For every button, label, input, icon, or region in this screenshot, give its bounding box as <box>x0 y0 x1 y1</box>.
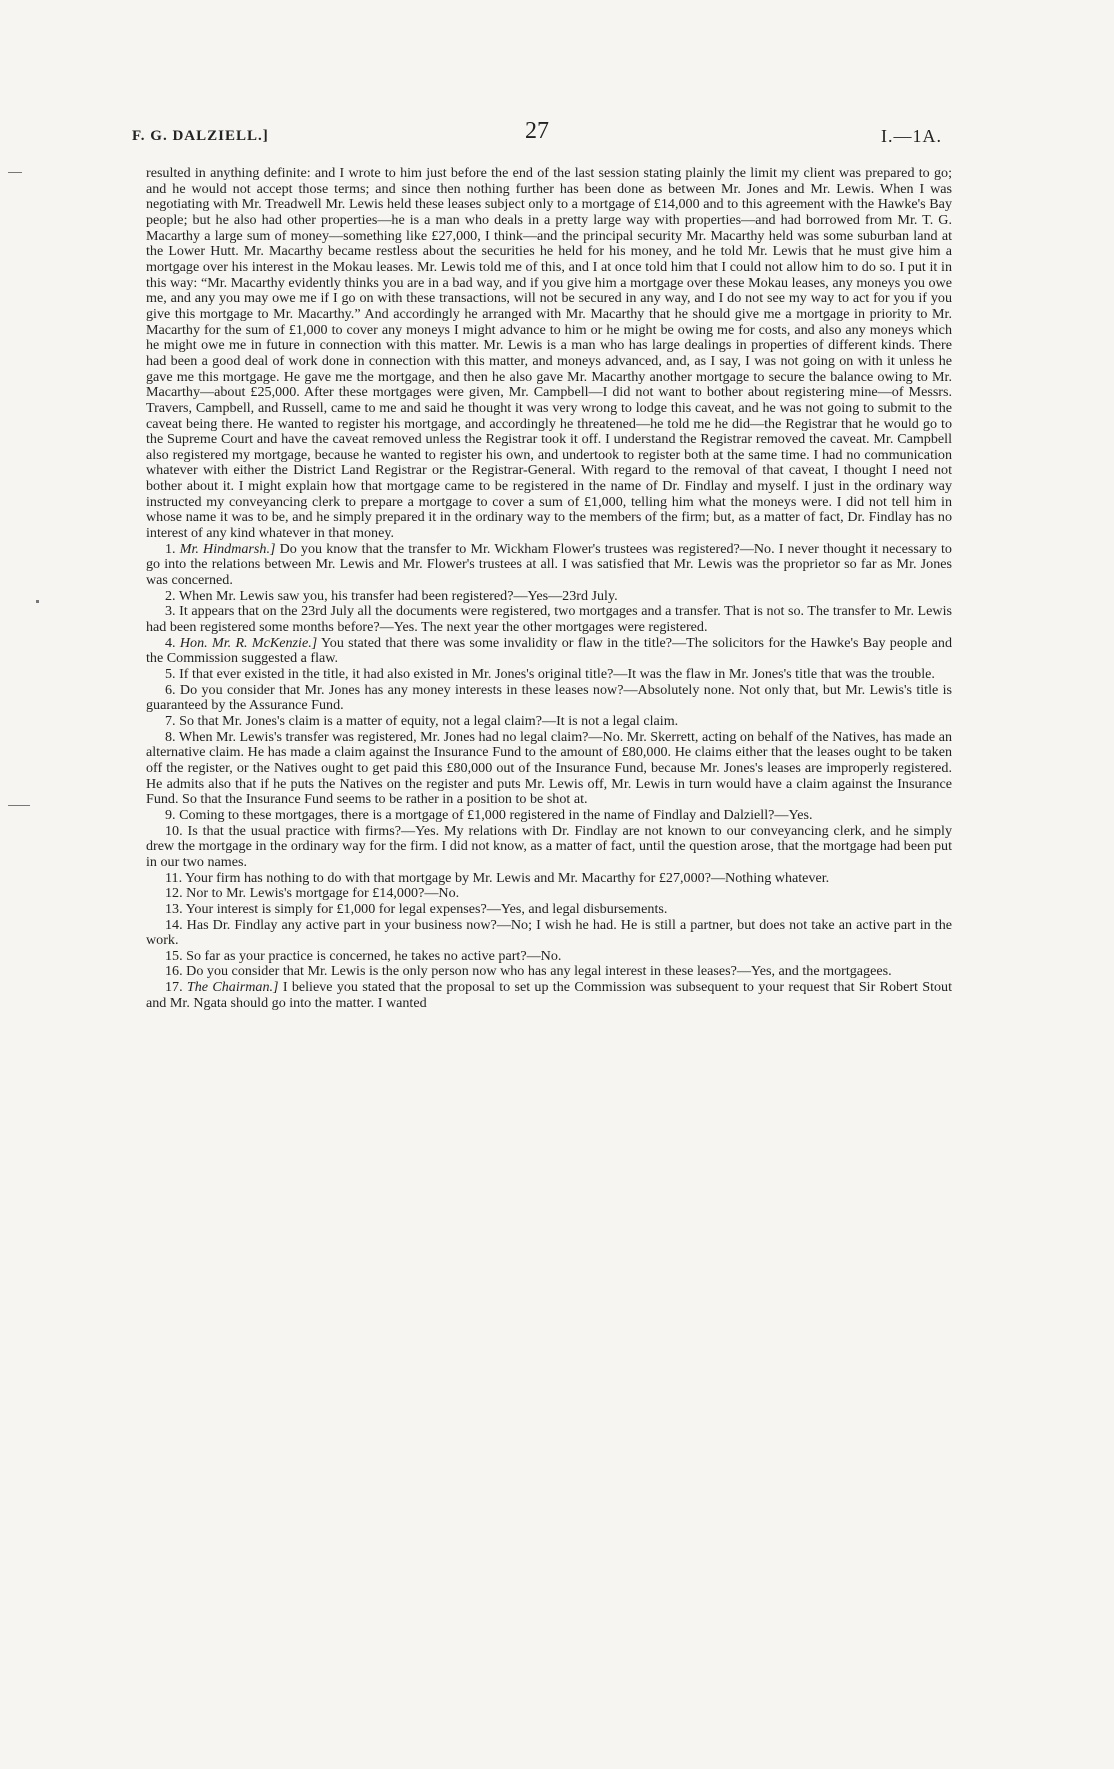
question-paragraph <box>146 667 952 683</box>
question-text: When Mr. Lewis's transfer was registered, Mr. Jones had no legal claim?—No. Mr. Skerrett, acting on behalf of the Natives, has made an alternative claim. He has made a claim against the Insurance Fund to the amount of £80,000. He claims either that the leases ought to be taken off the register, or the Natives ought to get paid this £80,000 out of the Insurance Fund, because Mr. Jones's leases are improperly registered. He admits also that if he puts the Natives on the register and puts Mr. Lewis off, Mr. Lewis in turn would have a claim against the Insurance Fund. So that the Insurance Fund seems to be rather in a position to be shot at. <box>146 728 953 808</box>
witness-name-header: F. G. DALZIELL.] <box>132 128 269 144</box>
margin-mark <box>8 172 22 173</box>
document-body <box>146 166 952 1011</box>
question-text: Coming to these mortgages, there is a mortgage of £1,000 registered in the name of Findlay and Dalziell?—Yes. <box>175 806 813 823</box>
question-text: So that Mr. Jones's claim is a matter of equity, not a legal claim?—It is not a legal claim. <box>175 712 679 729</box>
question-paragraph <box>146 714 952 730</box>
question-text: Nor to Mr. Lewis's mortgage for £14,000?—No. <box>182 885 460 902</box>
question-number: 9. <box>165 806 176 823</box>
question-paragraph <box>146 980 952 1011</box>
question-text: When Mr. Lewis saw you, his transfer had been registered?—Yes—23rd July. <box>175 587 618 604</box>
question-number: 12. <box>165 885 183 902</box>
question-number: 13. <box>165 900 183 917</box>
question-paragraph <box>146 604 952 635</box>
question-number: 7. <box>165 712 176 729</box>
question-paragraph <box>146 730 952 808</box>
margin-mark <box>36 600 39 603</box>
question-number: 15. <box>165 947 183 964</box>
paragraph <box>146 166 952 542</box>
question-text: It appears that on the 23rd July all the documents were registered, two mortgages and a transfer. That is not so. The transfer to Mr. Lewis had been registered some months before?—Yes. The next year the other mortgages were registered. <box>146 603 952 636</box>
question-text: You stated that there was some invalidity or flaw in the title?—The solicitors for the Hawke's Bay people and the Commission suggested a flaw. <box>146 634 952 667</box>
speaker-name: The Chairman.] <box>186 979 279 996</box>
question-paragraph <box>146 871 952 887</box>
question-paragraph <box>146 918 952 949</box>
question-number: 1. <box>165 540 176 557</box>
paper-reference: I.—1A. <box>881 126 942 146</box>
question-paragraph <box>146 886 952 902</box>
question-number: 16. <box>165 963 183 980</box>
question-paragraph <box>146 949 952 965</box>
question-paragraph <box>146 636 952 667</box>
question-text: Do you consider that Mr. Lewis is the only person now who has any legal interest in these leases?—Yes, and the mortgagees. <box>182 963 892 980</box>
question-number: 6. <box>165 681 176 698</box>
question-text: Your firm has nothing to do with that mortgage by Mr. Lewis and Mr. Macarthy for £27,000?—Nothing whatever. <box>182 869 830 886</box>
question-text: Is that the usual practice with firms?—Yes. My relations with Dr. Findlay are not known to our conveyancing clerk, and he simply drew the mortgage in the ordinary way for the firm. I did not know, as a matter of fact, until the question arose, that the mortgage had been put in our two names. <box>146 822 952 870</box>
question-paragraph <box>146 808 952 824</box>
question-number: 3. <box>165 603 176 620</box>
question-number: 11. <box>165 869 183 886</box>
speaker-name: Hon. Mr. R. McKenzie.] <box>179 634 318 651</box>
question-text: Has Dr. Findlay any active part in your business now?—No; I wish he had. He is still a partner, but does not take an active part in the work. <box>146 916 952 949</box>
question-text: Do you consider that Mr. Jones has any money interests in these leases now?—Absolutely none. Not only that, but Mr. Lewis's title is guaranteed by the Assurance Fund. <box>146 681 952 714</box>
question-text: Your interest is simply for £1,000 for legal expenses?—Yes, and legal disbursements. <box>182 900 668 917</box>
question-text: If that ever existed in the title, it had also existed in Mr. Jones's original title?—It was the flaw in Mr. Jones's title that was the trouble. <box>175 666 935 682</box>
speaker-name: Mr. Hindmarsh.] <box>179 540 276 557</box>
question-number: 8. <box>165 728 176 745</box>
question-text: So far as your practice is concerned, he takes no active part?—No. <box>182 947 562 964</box>
question-number: 10. <box>165 822 183 839</box>
page-number: 27 <box>525 118 549 144</box>
question-number: 14. <box>165 916 183 933</box>
question-paragraph <box>146 542 952 589</box>
question-paragraph <box>146 683 952 714</box>
question-number: 5. <box>165 666 176 682</box>
question-number: 17. <box>165 979 183 996</box>
question-paragraph <box>146 902 952 918</box>
question-text: Do you know that the transfer to Mr. Wickham Flower's trustees was registered?—No. I never thought it necessary to go into the relations between Mr. Lewis and Mr. Flower's trustees at all. I was satisfied that Mr. Lewis was the proprietor so far as Mr. Jones was concerned. <box>146 540 952 589</box>
question-number: 2. <box>165 587 176 604</box>
question-paragraph <box>146 589 952 605</box>
margin-mark <box>8 805 30 806</box>
question-paragraph <box>146 964 952 980</box>
page-header <box>132 118 942 154</box>
question-number: 4. <box>165 634 176 651</box>
question-paragraph <box>146 824 952 871</box>
paragraph-text: resulted in anything definite: and I wrote to him just before the end of the last session stating plainly the limit my client was prepared to go; and he would not accept those terms; and since then nothing further has been done as between Mr. Jones and Mr. Lewis. When I was negotiating with Mr. Treadwell Mr. Lewis held these leases subject only to a mortgage of £14,000 and to this agreement with the Hawke's Bay people; but he also had other properties—he is a man who deals in a pretty large way with properties—and had borrowed from Mr. T. G. Macarthy a large sum of money—something like £27,000, I think—and the principal security Mr. Macarthy held was some suburban land at the Lower Hutt. Mr. Macarthy became restless about the securities he held for his money, and he told Mr. Lewis that he must give him a mortgage over his interest in the Mokau leases. Mr. Lewis told me of this, and I at once told him that I could not allow him to do so. I put it in this way: “Mr. Macarthy evidently thinks you are in a bad way, and if you give him a mortgage over these Mokau leases, any moneys you owe me, and any you may owe me if I go on with these transactions, will not be secured in any way, and I do not see my way to act for you if you give this mortgage to Mr. Macarthy.” And accordingly he arranged with Mr. Macarthy that he should give me a mortgage in priority to Mr. Macarthy for the sum of £1,000 to cover any moneys I might advance to him or he might be owing me for costs, and also any moneys which he might owe me in future in connection with this matter. Mr. Lewis is a man who has large dealings in properties of different kinds. There had been a good deal of work done in connection with this matter, and moneys advanced, and, as I say, I was not going on with it unless he gave me this mortgage. He gave me the mortgage, and then he also gave Mr. Macarthy another mortgage to secure the balance owing to Mr. Macarthy—about £25,000. After these mortgages were given, Mr. Campbell—I did not want to bother about registering mine—of Messrs. Travers, Campbell, and Russell, came to me and said he thought it was very wrong to lodge this caveat, and he was not going to submit to the caveat being there. He wanted to register his mortgage, and accordingly he threatened—he told me he did—the Registrar that he would go to the Supreme Court and have the caveat removed unless the Registrar took it off. I understand the Registrar removed the caveat. Mr. Campbell also registered my mortgage, because he wanted to register his own, and undertook to register both at the same time. I had no communication whatever with either the District Land Registrar or the Registrar-General. With regard to the removal of that caveat, I thought I need not bother about it. I might explain how that mortgage came to be registered in the name of Dr. Findlay and myself. I just in the ordinary way instructed my conveyancing clerk to prepare a mortgage to cover a sum of £1,000, telling him what the moneys were. I did not tell him in whose name it was to be, and he simply prepared it in the ordinary way to the members of the firm; but, as a matter of fact, Dr. Findlay has no interest of any kind whatever in that money. <box>146 165 952 542</box>
question-text: I believe you stated that the proposal to set up the Commission was subsequent to your request that Sir Robert Stout and Mr. Ngata should go into the matter. I wanted <box>146 979 952 1011</box>
